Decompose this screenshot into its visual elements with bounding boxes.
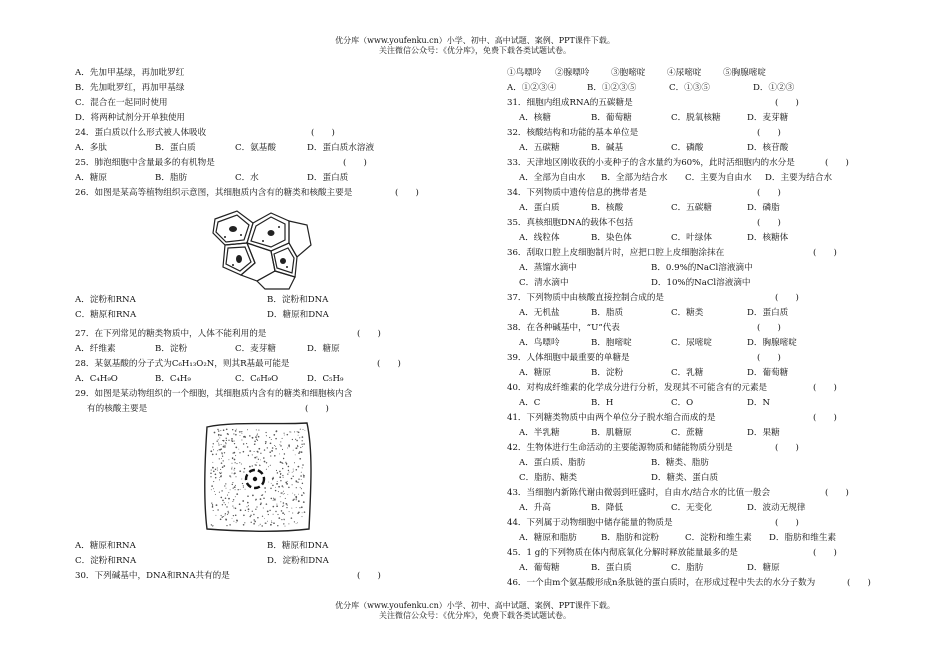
answer-paren: ( ): [813, 248, 837, 258]
q41-options: A．半乳糖 B．肌糖原 C．蔗糖 D．果糖: [519, 428, 780, 438]
answer-paren: ( ): [825, 158, 849, 168]
left-column: [75, 66, 495, 584]
answer-paren: ( ): [757, 128, 781, 138]
q26-options-row1: A．淀粉和RNA B．淀粉和DNA: [75, 295, 329, 305]
q34-options: A．蛋白质 B．核酸 C．五碳糖 D．磷脂: [519, 203, 780, 213]
answer-paren: ( ): [847, 578, 871, 588]
q35-options: A．线粒体 B．染色体 C．叶绿体 D．核糖体: [519, 233, 789, 243]
answer-paren: ( ): [343, 158, 367, 168]
question-42: 42．生物体进行生命活动的主要能源物质和储能物质分别是 ( ): [507, 441, 897, 456]
question-44: 44．下列属于动物细胞中储存能量的物质是 ( ): [507, 516, 897, 531]
question-40: 40．对构成纤维素的化学成分进行分析，发现其不可能含有的元素是 ( ): [507, 381, 897, 396]
question-36: 36．刮取口腔上皮细胞制片时，应把口腔上皮细胞涂抹在 ( ): [507, 246, 897, 261]
q28-options: A．C₄H₉O B．C₄H₉ C．C₆H₉O D．C₅H₉: [75, 374, 344, 384]
q23-option-c: C．混合在一起同时使用: [75, 98, 168, 108]
question-31: 31．细胞内组成RNA的五碳糖是 ( ): [507, 96, 897, 111]
q27-options: A．纤维素 B．淀粉 C．麦芽糖 D．糖原: [75, 344, 340, 354]
question-28: 28．某氨基酸的分子式为C₆H₁₃O₂N，则其R基最可能是 ( ): [75, 357, 495, 372]
answer-paren: ( ): [757, 218, 781, 228]
q40-options: A．C B．H C．O D．N: [519, 398, 771, 408]
answer-paren: ( ): [311, 128, 335, 138]
q31-options: A．核糖 B．葡萄糖 C．脱氧核糖 D．麦芽糖: [519, 113, 789, 123]
question-26: 26．如图是某高等植物组织示意图，其细胞质内含有的糖类和核酸主要是 ( ): [75, 186, 495, 201]
answer-paren: ( ): [775, 518, 799, 528]
question-35: 35．真核细胞DNA的载体不包括 ( ): [507, 216, 897, 231]
q30-items: ①鸟嘌呤 ②腺嘌呤 ③胞嘧啶 ④尿嘧啶 ⑤胸腺嘧啶: [507, 68, 766, 78]
question-33: 33．天津地区刚收获的小麦种子的含水量约为60%，此时活细胞内的水分是 ( ): [507, 156, 897, 171]
answer-paren: ( ): [395, 188, 419, 198]
q38-options: A．鸟嘌呤 B．胞嘧啶 C．尿嘧啶 D．胸腺嘧啶: [519, 338, 797, 348]
answer-paren: ( ): [357, 571, 381, 581]
answer-paren: ( ): [757, 323, 781, 333]
q24-options: A．多肽 B．蛋白质 C．氨基酸 D．蛋白质水溶液: [75, 143, 375, 153]
answer-paren: ( ): [757, 353, 781, 363]
answer-paren: ( ): [775, 443, 799, 453]
question-27: 27．在下列常见的糖类物质中，人体不能利用的是 ( ): [75, 327, 495, 342]
footer-line-1: 优分库（www.youfenku.cn）小学、初中、高中试题、案例、PPT课件下载。: [335, 601, 615, 610]
question-38: 38．在各种碱基中，“U”代表 ( ): [507, 321, 897, 336]
q23-option-b: B．先加吡罗红，再加甲基绿: [75, 83, 185, 93]
animal-cell-drawing: [75, 417, 495, 539]
answer-paren: ( ): [813, 548, 837, 558]
answer-paren: ( ): [775, 293, 799, 303]
q36-options-row2: C．清水滴中 D．10%的NaCl溶液滴中: [519, 278, 751, 288]
q29-options-row1: A．糖原和RNA B．糖原和DNA: [75, 541, 329, 551]
q29-options-row2: C．淀粉和RNA D．淀粉和DNA: [75, 556, 329, 566]
answer-paren: ( ): [377, 359, 401, 369]
q42-options-row1: A．蛋白质、脂肪 B．糖类、脂肪: [519, 458, 709, 468]
question-29: 29．如图是某动物组织的一个细胞，其细胞质内含有的糖类和细胞核内含: [75, 389, 353, 399]
q33-options: A．全部为自由水 B．全部为结合水 C．主要为自由水 D．主要为结合水: [519, 173, 833, 183]
q44-options: A．糖原和脂肪 B．脂肪和淀粉 C．淀粉和维生素 D．脂肪和维生素: [519, 533, 837, 543]
q43-options: A．升高 B．降低 C．无变化 D．波动无规律: [519, 503, 806, 513]
q25-options: A．糖原 B．脂肪 C．水 D．蛋白质: [75, 173, 349, 183]
question-24: 24．蛋白质以什么形式被人体吸收 ( ): [75, 126, 495, 141]
header-line-2: 关注微信公众号：《优分库》，免费下载各类试题试卷。: [379, 46, 571, 55]
q26-options-row2: C．糖原和RNA D．糖原和DNA: [75, 310, 329, 320]
animal-cell-figure: [75, 417, 495, 539]
page-header: [0, 36, 950, 56]
question-29-cont: 有的核酸主要是 ( ): [75, 402, 495, 417]
answer-paren: ( ): [305, 404, 329, 414]
q23-option-d: D．将两种试剂分开单独使用: [75, 113, 186, 123]
question-32: 32．核酸结构和功能的基本单位是 ( ): [507, 126, 897, 141]
q37-options: A．无机盐 B．脂质 C．糖类 D．蛋白质: [519, 308, 789, 318]
question-41: 41．下列糖类物质中由两个单位分子脱水缩合而成的是 ( ): [507, 411, 897, 426]
answer-paren: ( ): [775, 98, 799, 108]
question-34: 34．下列物质中遗传信息的携带者是 ( ): [507, 186, 897, 201]
plant-tissue-figure: [75, 201, 495, 293]
header-line-1: 优分库（www.youfenku.cn）小学、初中、高中试题、案例、PPT课件下载。: [335, 36, 615, 45]
q23-option-a: A．先加甲基绿，再加吡罗红: [75, 68, 185, 78]
question-39: 39．人体细胞中最重要的单糖是 ( ): [507, 351, 897, 366]
q36-options-row1: A．蒸馏水滴中 B．0.9%的NaCl溶液滴中: [519, 263, 753, 273]
page-footer: [0, 601, 950, 621]
answer-paren: ( ): [357, 329, 381, 339]
question-25: 25．肺泡细胞中含量最多的有机物是 ( ): [75, 156, 495, 171]
question-45: 45．1 g的下列物质在体内彻底氧化分解时释放能量最多的是 ( ): [507, 546, 897, 561]
q45-options: A．葡萄糖 B．蛋白质 C．脂肪 D．糖原: [519, 563, 780, 573]
plant-cells-drawing: [75, 201, 495, 293]
question-43: 43．当细胞内新陈代谢由微弱到旺盛时，自由水/结合水的比值一般会 ( ): [507, 486, 897, 501]
footer-line-2: 关注微信公众号：《优分库》，免费下载各类试题试卷。: [379, 611, 571, 620]
q39-options: A．糖原 B．淀粉 C．乳糖 D．葡萄糖: [519, 368, 789, 378]
answer-paren: ( ): [825, 488, 849, 498]
answer-paren: ( ): [757, 188, 781, 198]
q30-options: A．①②③④ B．①②③⑤ C．①③⑤ D．①②③: [507, 83, 795, 93]
answer-paren: ( ): [813, 383, 837, 393]
answer-paren: ( ): [813, 413, 837, 423]
right-column: [507, 66, 897, 591]
question-46: 46．一个由m个氨基酸形成n条肽链的蛋白质时，在形成过程中失去的水分子数为 ( ): [507, 576, 897, 591]
q32-options: A．五碳糖 B．碱基 C．磷酸 D．核苷酸: [519, 143, 789, 153]
q42-options-row2: C．脂肪、糖类 D．糖类、蛋白质: [519, 473, 719, 483]
question-37: 37．下列物质中由核酸直接控制合成的是 ( ): [507, 291, 897, 306]
question-30: 30．下列碱基中，DNA和RNA共有的是 ( ): [75, 569, 495, 584]
